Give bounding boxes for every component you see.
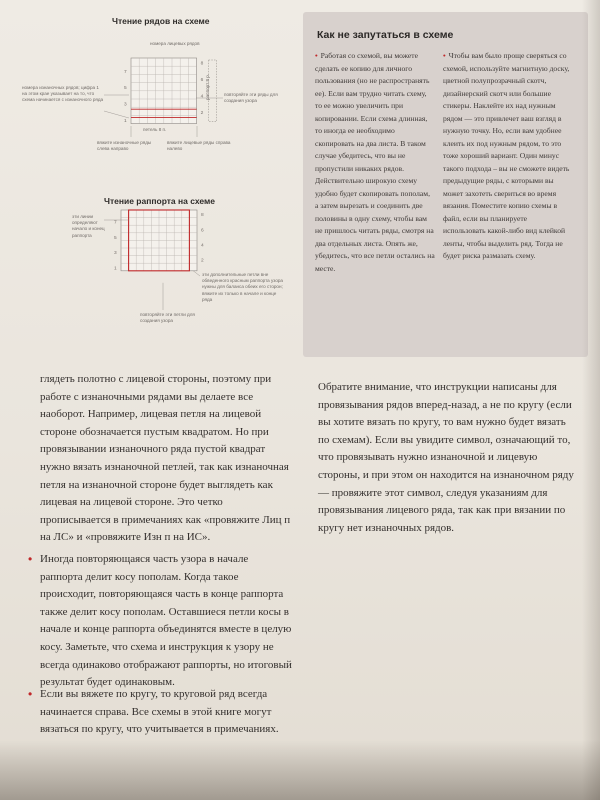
body-paragraph: Обратите внимание, что инструкции написаны для провязывания рядов вперед-назад, а не по кругу (если вы хотите вязать по кругу, то вам нужно будет вязать по схемам). Если вы увидите символ, означающий то, что провязывать нужно изнаночной и лицевую стороны, и при этом он находится на изнаночном ряду — провяжите этот символ, следуя указаниям для провязывания лицевого ряда, так как при вязании по кругу нет изнаночных рядов. — [318, 381, 574, 534]
figure1-top-label: номера лицевых рядов — [150, 41, 200, 46]
figure1-row-number: 5 — [124, 86, 127, 92]
figure2-leader-line — [193, 271, 200, 276]
sidebar-text-1: Работая со схемой, вы можете сделать ее копию для личного пользования (но не распространять ее). Если вам трудно читать схему, то ее можно увеличить при копировании. Если схема длинная, то иногда ее необходимо скопировать на два листа. В таком случае убедитесь, что вы не пропустили никаких рядов. Действительно широкую схему удобно будет скопировать пополам, а затем вырезать и соединить две половины в одну схему, чтобы вам не пришлось читать ряды, смотря на два отдельных листа. Опять же, убедитесь, что все петли остались на месте. — [315, 51, 435, 273]
bullet-icon: • — [315, 51, 318, 60]
page-bottom-shadow — [0, 740, 600, 800]
figure1-bottom-right-label: вяжите лицевые ряды справа налево — [167, 140, 231, 152]
figure2-row-number: 1 — [114, 266, 117, 272]
figure1-row-number: 1 — [124, 118, 127, 124]
body-right-column — [318, 379, 576, 537]
figure2-bottom-label: повторяйте эти петли для создания узора — [140, 312, 195, 324]
figure2-row-number: 2 — [201, 258, 204, 264]
figure2-row-number: 7 — [114, 220, 117, 226]
figure1-left-label: номера изнаночных рядов; цифра 1 на этом крае указывает на то, что схема начинается с изнаночного ряда — [22, 85, 104, 103]
body-bullet-text: Иногда повторяющаяся часть узора в начале раппорта делит косу пополам. Когда такое происходит, повторяющаяся часть в конце раппорта также делит косу пополам. Оставшиеся петли косы в начале и конце раппорта объединятся вместе в целую косу. Заметьте, что схема и инструкция к узору не всегда одинаково отображают раппорты, но итоговый результат будет одинаковым. — [40, 553, 292, 689]
figure1-right-label: повторяйте эти ряды для создания узора — [224, 92, 278, 104]
figure1-row-number: 3 — [124, 102, 127, 108]
figure1-row-number: 6 — [200, 77, 204, 83]
bullet-icon: • — [28, 552, 33, 566]
bullet-icon: • — [28, 687, 33, 701]
body-bullet-item-2 — [40, 686, 292, 739]
tips-sidebar — [303, 12, 588, 357]
figure2-row-number: 4 — [201, 243, 204, 249]
body-bullet-item-1 — [40, 551, 292, 692]
sidebar-column-1 — [315, 50, 435, 275]
body-bullet-text: Если вы вяжете по кругу, то круговой ряд всегда начинается справа. Все схемы в этой книге могут вязаться по кругу, что учитывается в примечаниях. — [40, 688, 279, 736]
body-paragraph: глядеть полотно с лицевой стороны, поэтому при работе с изнаночными рядами вы делаете все наоборот. Например, лицевая петля на лицевой стороне обозначается пустым квадратом. Но при провязывании изнаночного ряда пустой квадрат нужно вязать изнаночной петлей, так как изнаночная петля на изнаночной стороне будет выглядеть как лицевая на лицевой стороне. Это четко прописывается в примечаниях как «провяжите Лиц п на ЛС» и «провяжите Изн п на ИС». — [40, 373, 291, 544]
sidebar-column-2 — [443, 50, 571, 263]
figure2-row-number: 6 — [201, 228, 204, 234]
figure1-bottom-left-label: вяжите изнаночные ряды слева направо — [97, 140, 152, 152]
bullet-icon: • — [443, 51, 446, 60]
body-left-column — [40, 371, 292, 547]
figure2-left-label: эти линии определяют начало и конец раппорта — [72, 214, 105, 238]
figure1-repeat-bottom: петель 8 п. — [143, 127, 167, 132]
figure2-row-number: 8 — [201, 213, 204, 219]
figure2-title: Чтение раппорта на схеме — [104, 196, 216, 206]
figure1-row-number: 8 — [200, 61, 204, 67]
figure1-row-number: 4 — [200, 94, 204, 100]
figure2-row-number: 5 — [114, 235, 117, 241]
figure1-title: Чтение рядов на схеме — [112, 16, 210, 26]
figure1-row-number: 2 — [200, 110, 204, 116]
figure2-row-number: 3 — [114, 251, 117, 257]
figure2-right-label: эти дополнительные петли вне обведенного красным раппорта узора нужны для баланса обеих его сторон; вяжите их только в начале и конце ряда — [202, 272, 283, 302]
sidebar-text-2: Чтобы вам было проще сверяться со схемой, используйте магнитную доску, цветной полупрозрачный скотч, дизайнерский скотч или большие стикеры. Наклейте их над нужным рядом — это привлечет ваш взгляд в нужную точку. Но, если вам удобнее клеить их под нужным рядом, то это тоже хороший вариант. Один минус такого подхода – вы не сможете видеть предыдущие ряды, с которыми вы может захотеть свериться во время вязания. Поместите копию схемы в файл, если вы планируете использовать какой-либо вид клейкой ленты, чтобы выделить ряд. Тогда не будет риска размазать схему. — [443, 51, 570, 260]
figure1-row-number: 7 — [124, 69, 127, 75]
page-edge-shadow — [582, 0, 600, 800]
sidebar-title: Как не запутаться в схеме — [317, 29, 454, 41]
